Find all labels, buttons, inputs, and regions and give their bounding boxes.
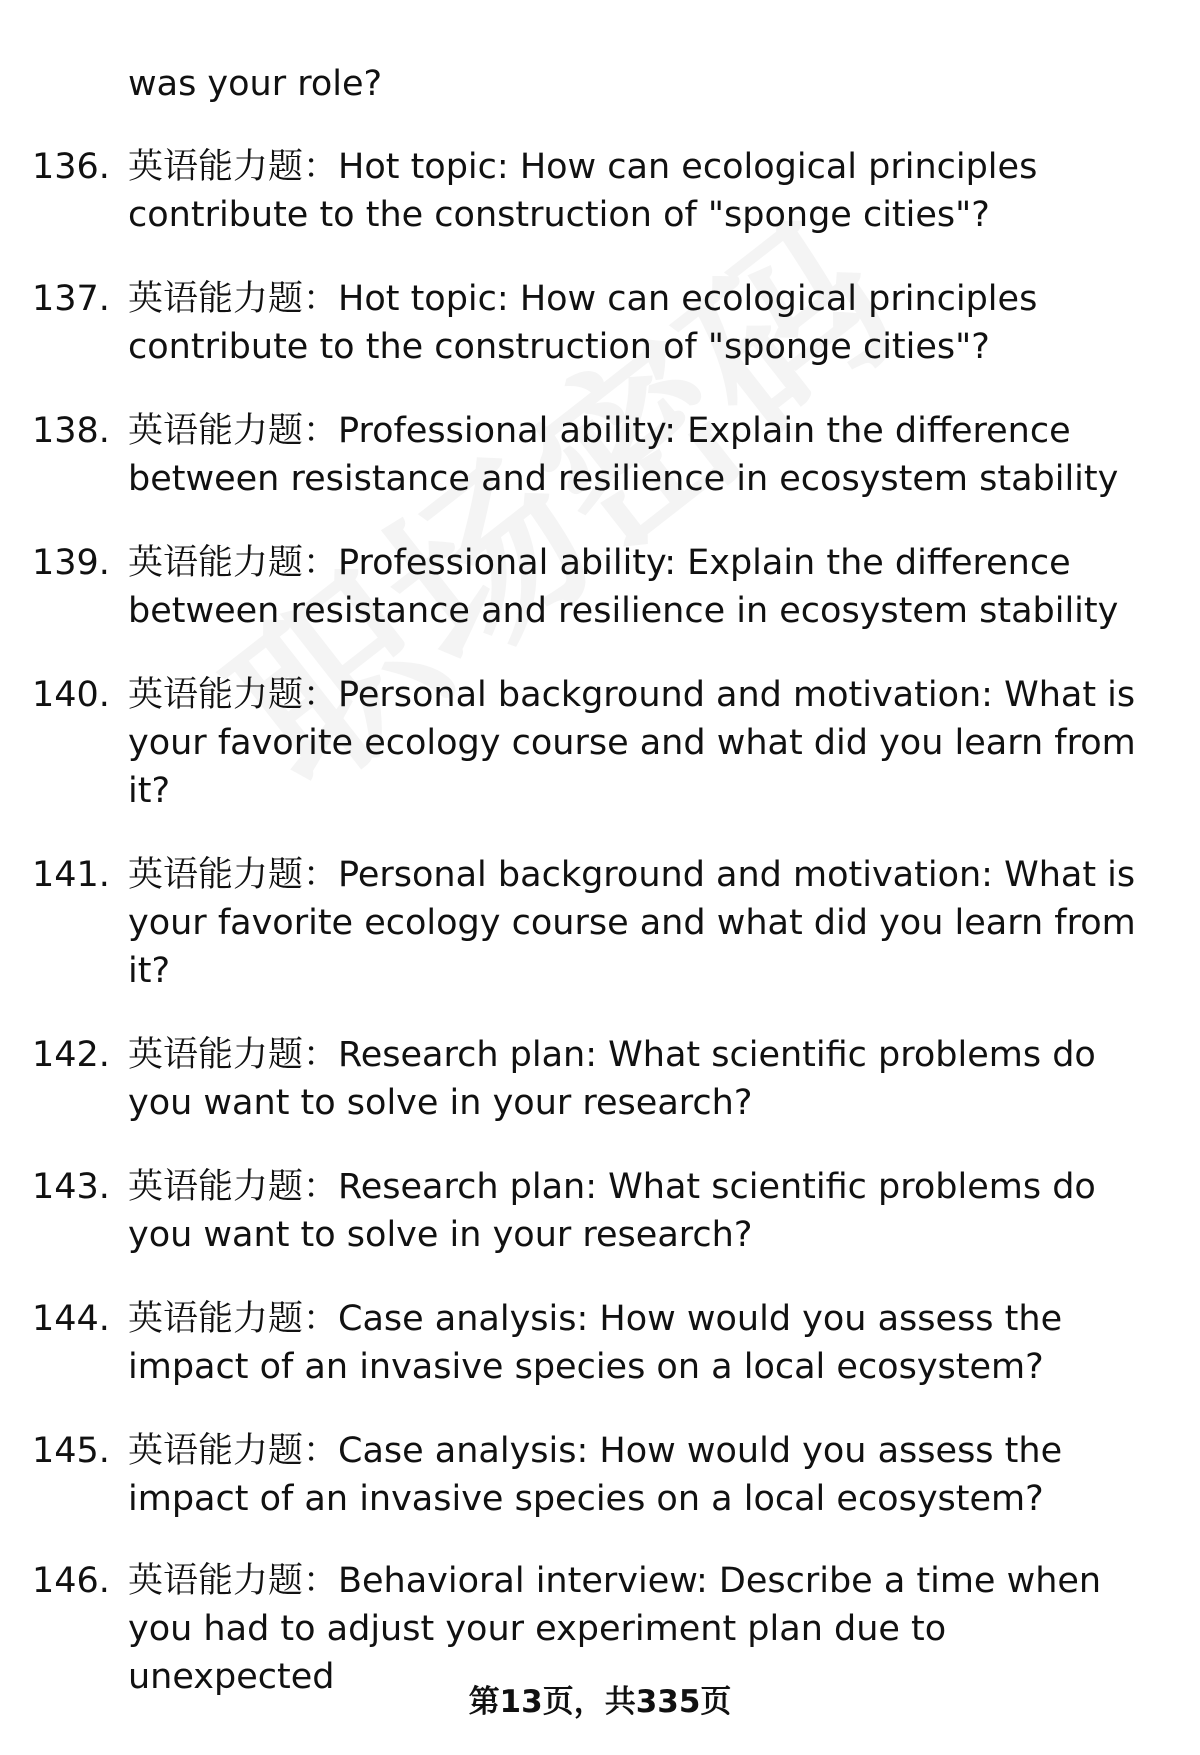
question-number: 136. bbox=[32, 147, 110, 187]
question-continuation: was your role? bbox=[128, 64, 383, 104]
question-number: 146. bbox=[32, 1561, 110, 1601]
question-number: 139. bbox=[32, 543, 110, 583]
question-number: 137. bbox=[32, 279, 110, 319]
question-number: 138. bbox=[32, 411, 110, 451]
question-number: 142. bbox=[32, 1035, 110, 1075]
question-text: 英语能力题：Behavioral interview: Describe a time when you had to adjust your experiment plan due to unexpected bbox=[128, 1561, 1102, 1697]
question-text: 英语能力题：Personal background and motivation: What is your favorite ecology course and what did you learn from it? bbox=[128, 675, 1136, 811]
question-text: 英语能力题：Professional ability: Explain the difference between resistance and resilience in ecosystem stability bbox=[128, 411, 1119, 499]
question-number: 144. bbox=[32, 1299, 110, 1339]
question-number: 145. bbox=[32, 1431, 110, 1471]
page-footer: 第13页，共335页 bbox=[468, 1684, 732, 1720]
question-text: 英语能力题：Research plan: What scientific problems do you want to solve in your research? bbox=[128, 1035, 1096, 1123]
question-number: 140. bbox=[32, 675, 110, 715]
question-text: 英语能力题：Hot topic: How can ecological principles contribute to the construction of "sponge cities"? bbox=[128, 147, 1038, 235]
question-number: 141. bbox=[32, 855, 110, 895]
question-text: 英语能力题：Case analysis: How would you assess the impact of an invasive species on a local ecosystem? bbox=[128, 1431, 1063, 1519]
question-text: 英语能力题：Hot topic: How can ecological principles contribute to the construction of "sponge cities"? bbox=[128, 279, 1038, 367]
question-text: 英语能力题：Personal background and motivation: What is your favorite ecology course and what did you learn from it? bbox=[128, 855, 1136, 991]
question-text: 英语能力题：Professional ability: Explain the difference between resistance and resilience in ecosystem stability bbox=[128, 543, 1119, 631]
question-text: 英语能力题：Research plan: What scientific problems do you want to solve in your research? bbox=[128, 1167, 1096, 1255]
question-text: 英语能力题：Case analysis: How would you assess the impact of an invasive species on a local ecosystem? bbox=[128, 1299, 1063, 1387]
question-number: 143. bbox=[32, 1167, 110, 1207]
